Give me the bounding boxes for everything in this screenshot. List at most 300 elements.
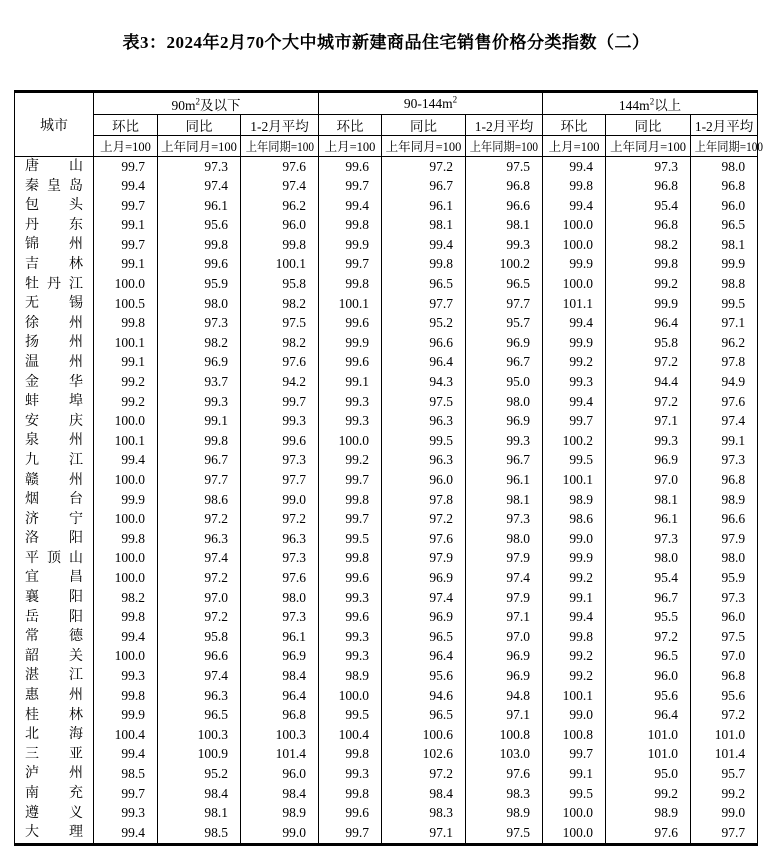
value-cell: 97.7 [466,294,543,314]
value-cell: 94.2 [241,373,319,393]
value-cell: 99.4 [94,451,158,471]
value-cell: 99.0 [543,706,606,726]
value-cell: 96.5 [606,647,691,667]
value-cell: 97.1 [466,608,543,628]
value-cell: 98.2 [241,294,319,314]
table-row [15,666,758,686]
value-cell: 100.6 [382,725,466,745]
table-row [15,608,758,628]
value-cell: 96.3 [158,686,241,706]
value-cell: 96.5 [158,706,241,726]
value-cell: 98.9 [319,666,382,686]
value-cell: 97.5 [382,392,466,412]
value-cell: 99.3 [319,627,382,647]
city-cell [15,471,94,491]
value-cell: 99.8 [319,275,382,295]
city-name: 牡丹江 [25,276,83,292]
value-cell: 95.7 [466,314,543,334]
value-cell: 94.4 [606,373,691,393]
city-cell [15,314,94,334]
city-cell [15,764,94,784]
value-cell: 100.0 [543,235,606,255]
value-cell: 99.3 [606,431,691,451]
city-name: 南充 [25,786,83,801]
value-cell: 97.2 [606,353,691,373]
value-cell: 98.3 [466,784,543,804]
value-cell: 99.4 [94,177,158,197]
city-cell [15,392,94,412]
value-cell: 97.4 [158,666,241,686]
value-cell: 100.1 [543,471,606,491]
city-name: 蚌埠 [25,394,83,410]
value-cell: 96.7 [158,451,241,471]
city-name: 徐州 [25,315,83,331]
value-cell: 100.0 [94,275,158,295]
city-name: 大理 [25,825,83,841]
value-cell: 99.2 [543,568,606,588]
value-cell: 99.5 [543,451,606,471]
superscript-2: 2 [195,96,201,106]
value-cell: 99.2 [543,647,606,667]
value-cell: 99.4 [543,314,606,334]
city-name: 烟台 [25,492,83,508]
value-cell: 99.3 [466,431,543,451]
table-row [15,706,758,726]
city-name: 湛江 [25,668,83,684]
value-cell: 99.5 [691,294,758,314]
value-cell: 97.4 [691,412,758,432]
table-row [15,333,758,353]
value-cell: 99.7 [94,784,158,804]
value-cell: 97.5 [691,627,758,647]
value-cell: 96.8 [241,706,319,726]
value-cell: 99.8 [319,784,382,804]
base-header-same-period-last-year: 上年同期=100 [241,136,319,157]
value-cell: 99.1 [543,588,606,608]
value-cell: 99.7 [94,196,158,216]
value-cell: 100.5 [94,294,158,314]
value-cell: 96.7 [606,588,691,608]
value-cell: 101.4 [241,745,319,765]
value-cell: 97.3 [158,314,241,334]
value-cell: 99.1 [319,373,382,393]
value-cell: 97.3 [241,549,319,569]
value-cell: 97.9 [382,549,466,569]
column-group-144-above: $144m^2$以上 [543,92,758,115]
value-cell: 97.6 [466,764,543,784]
value-cell: 100.2 [466,255,543,275]
table-row [15,490,758,510]
table-row [15,725,758,745]
city-name: 遵义 [25,805,83,821]
value-cell: 97.4 [158,549,241,569]
column-header-mom: 环比 [94,115,158,136]
city-name: 扬州 [25,335,83,351]
value-cell: 96.0 [241,216,319,236]
value-cell: 96.5 [382,275,466,295]
table-row [15,451,758,471]
value-cell: 96.9 [606,451,691,471]
value-cell: 99.0 [241,490,319,510]
city-cell [15,294,94,314]
table-row [15,627,758,647]
city-cell [15,431,94,451]
city-name: 平顶山 [25,550,83,566]
city-cell [15,490,94,510]
table-row [15,275,758,295]
column-header-avg: 1-2月平均 [691,115,758,136]
column-header-yoy: 同比 [382,115,466,136]
base-header-same-month-last-year: 上年同月=100 [606,136,691,157]
value-cell: 96.3 [382,451,466,471]
value-cell: 97.4 [241,177,319,197]
value-cell: 99.6 [319,314,382,334]
value-cell: 99.6 [241,431,319,451]
city-cell [15,745,94,765]
value-cell: 95.8 [241,275,319,295]
value-cell: 99.7 [319,823,382,844]
value-cell: 96.0 [382,471,466,491]
table-row [15,784,758,804]
value-cell: 96.0 [691,196,758,216]
value-cell: 100.2 [543,431,606,451]
city-cell [15,196,94,216]
table-row [15,177,758,197]
value-cell: 97.2 [382,764,466,784]
column-header-mom: 环比 [319,115,382,136]
value-cell: 101.0 [606,725,691,745]
city-cell [15,608,94,628]
city-cell [15,706,94,726]
table-row [15,588,758,608]
value-cell: 97.7 [241,471,319,491]
value-cell: 99.5 [319,706,382,726]
city-cell [15,784,94,804]
value-cell: 99.9 [606,294,691,314]
city-cell [15,686,94,706]
value-cell: 96.1 [606,510,691,530]
value-cell: 97.1 [606,412,691,432]
value-cell: 99.7 [319,255,382,275]
value-cell: 95.9 [158,275,241,295]
city-cell [15,647,94,667]
value-cell: 96.0 [691,608,758,628]
value-cell: 97.1 [691,314,758,334]
value-cell: 99.6 [158,255,241,275]
value-cell: 100.0 [319,431,382,451]
value-cell: 98.9 [543,490,606,510]
value-cell: 97.3 [606,529,691,549]
value-cell: 95.8 [606,333,691,353]
superscript-2: 2 [452,94,458,104]
city-cell [15,451,94,471]
value-cell: 98.5 [158,823,241,844]
value-cell: 99.9 [543,333,606,353]
value-cell: 97.4 [382,588,466,608]
value-cell: 100.0 [94,471,158,491]
table-row [15,804,758,824]
city-cell [15,666,94,686]
value-cell: 94.8 [466,686,543,706]
city-name: 韶关 [25,648,83,664]
table-row [15,255,758,275]
city-header-label: 城市 [40,118,68,134]
value-cell: 100.0 [319,686,382,706]
value-cell: 96.8 [691,177,758,197]
value-cell: 99.1 [158,412,241,432]
city-cell [15,823,94,844]
value-cell: 100.0 [543,823,606,844]
value-cell: 99.4 [543,196,606,216]
value-cell: 97.6 [382,529,466,549]
value-cell: 97.2 [158,608,241,628]
city-cell [15,333,94,353]
value-cell: 98.0 [241,588,319,608]
table-body [15,157,758,845]
value-cell: 98.9 [466,804,543,824]
value-cell: 99.9 [94,706,158,726]
value-cell: 99.0 [691,804,758,824]
value-cell: 95.8 [158,627,241,647]
value-cell: 97.6 [241,353,319,373]
table-header [15,92,764,157]
value-cell: 97.3 [466,510,543,530]
value-cell: 97.2 [158,510,241,530]
value-cell: 99.1 [543,764,606,784]
table-row [15,392,758,412]
value-cell: 99.5 [319,529,382,549]
value-cell: 99.8 [319,490,382,510]
value-cell: 97.3 [241,608,319,628]
value-cell: 99.7 [319,510,382,530]
value-cell: 99.8 [158,235,241,255]
value-cell: 97.2 [382,157,466,177]
value-cell: 99.4 [94,823,158,844]
value-cell: 97.3 [691,588,758,608]
value-cell: 101.1 [543,294,606,314]
value-cell: 95.6 [606,686,691,706]
value-cell: 98.1 [382,216,466,236]
value-cell: 97.6 [606,823,691,844]
value-cell: 98.6 [158,490,241,510]
value-cell: 97.2 [606,627,691,647]
value-cell: 96.2 [691,333,758,353]
value-cell: 96.4 [241,686,319,706]
value-cell: 99.8 [319,549,382,569]
value-cell: 99.8 [606,255,691,275]
value-cell: 99.4 [543,608,606,628]
value-cell: 97.1 [466,706,543,726]
value-cell: 100.8 [466,725,543,745]
value-cell: 99.6 [319,568,382,588]
city-cell [15,255,94,275]
value-cell: 97.2 [241,510,319,530]
value-cell: 100.1 [241,255,319,275]
value-cell: 99.8 [94,529,158,549]
city-cell [15,627,94,647]
city-name: 常德 [25,629,83,645]
city-name: 无锡 [25,296,83,312]
value-cell: 96.5 [691,216,758,236]
value-cell: 95.4 [606,568,691,588]
city-name: 泉州 [25,433,83,449]
value-cell: 96.3 [241,529,319,549]
table-row [15,647,758,667]
value-cell: 97.6 [691,392,758,412]
table-row [15,373,758,393]
value-cell: 99.3 [319,392,382,412]
value-cell: 97.6 [241,568,319,588]
value-cell: 98.0 [466,392,543,412]
city-name: 赣州 [25,472,83,488]
value-cell: 96.9 [466,333,543,353]
value-cell: 96.8 [466,177,543,197]
value-cell: 97.9 [466,549,543,569]
value-cell: 96.3 [158,529,241,549]
value-cell: 99.7 [241,392,319,412]
base-header-prev-month: 上月=100 [543,136,606,157]
value-cell: 99.3 [241,412,319,432]
value-cell: 97.7 [382,294,466,314]
value-cell: 97.3 [606,157,691,177]
base-header-same-month-last-year: 上年同月=100 [382,136,466,157]
value-cell: 101.0 [606,745,691,765]
value-cell: 99.8 [543,627,606,647]
value-cell: 98.8 [691,275,758,295]
value-cell: 99.3 [158,392,241,412]
value-cell: 96.0 [241,764,319,784]
value-cell: 96.5 [466,275,543,295]
value-cell: 99.0 [543,529,606,549]
value-cell: 97.3 [691,451,758,471]
city-name: 包头 [25,198,83,214]
city-cell [15,549,94,569]
value-cell: 99.6 [319,353,382,373]
value-cell: 97.0 [466,627,543,647]
value-cell: 99.3 [466,235,543,255]
city-name: 吉林 [25,256,83,272]
value-cell: 95.6 [158,216,241,236]
value-cell: 99.2 [543,666,606,686]
value-cell: 102.6 [382,745,466,765]
value-cell: 96.8 [606,216,691,236]
value-cell: 101.0 [691,725,758,745]
value-cell: 96.1 [382,196,466,216]
city-name: 北海 [25,727,83,743]
value-cell: 97.5 [466,823,543,844]
value-cell: 97.1 [382,823,466,844]
value-cell: 96.2 [241,196,319,216]
value-cell: 100.0 [94,510,158,530]
value-cell: 99.3 [319,764,382,784]
value-cell: 98.0 [466,529,543,549]
value-cell: 97.4 [158,177,241,197]
value-cell: 96.9 [466,666,543,686]
value-cell: 100.4 [94,725,158,745]
value-cell: 99.8 [382,255,466,275]
city-cell [15,157,94,177]
value-cell: 96.8 [691,666,758,686]
value-cell: 96.9 [466,647,543,667]
value-cell: 95.2 [382,314,466,334]
header-metric-row [15,115,758,136]
value-cell: 98.4 [241,784,319,804]
value-cell: 98.6 [543,510,606,530]
city-name: 温州 [25,354,83,370]
city-name: 济宁 [25,511,83,527]
value-cell: 100.0 [94,549,158,569]
value-cell: 97.3 [241,451,319,471]
city-name: 丹东 [25,217,83,233]
value-cell: 95.6 [691,686,758,706]
value-cell: 94.6 [382,686,466,706]
value-cell: 99.6 [319,608,382,628]
value-cell: 100.0 [94,568,158,588]
value-cell: 99.4 [382,235,466,255]
value-cell: 103.0 [466,745,543,765]
base-header-same-month-last-year: 上年同月=100 [158,136,241,157]
value-cell: 100.1 [319,294,382,314]
column-header-avg: 1-2月平均 [466,115,543,136]
base-header-same-period-last-year: 上年同期=100 [466,136,543,157]
city-cell [15,235,94,255]
table-row [15,823,758,844]
value-cell: 99.0 [241,823,319,844]
value-cell: 99.9 [543,255,606,275]
city-name: 唐山 [25,159,83,174]
value-cell: 96.4 [606,706,691,726]
value-cell: 97.2 [158,568,241,588]
city-name: 岳阳 [25,609,83,625]
table-row [15,745,758,765]
value-cell: 99.9 [319,235,382,255]
value-cell: 97.5 [241,314,319,334]
value-cell: 98.9 [691,490,758,510]
column-header-mom: 环比 [543,115,606,136]
value-cell: 100.0 [94,412,158,432]
value-cell: 99.7 [543,412,606,432]
value-cell: 99.3 [94,804,158,824]
value-cell: 99.3 [94,666,158,686]
value-cell: 97.6 [241,157,319,177]
value-cell: 99.8 [94,608,158,628]
column-header-yoy: 同比 [606,115,691,136]
city-name: 襄阳 [25,590,83,606]
value-cell: 97.9 [466,588,543,608]
price-index-table [14,90,764,846]
value-cell: 97.3 [158,157,241,177]
header-group-row [15,92,758,115]
value-cell: 99.2 [94,392,158,412]
city-cell [15,510,94,530]
city-name: 洛阳 [25,531,83,547]
value-cell: 99.7 [94,235,158,255]
value-cell: 99.9 [94,490,158,510]
value-cell: 97.9 [691,529,758,549]
value-cell: 100.1 [543,686,606,706]
value-cell: 97.7 [158,471,241,491]
value-cell: 100.0 [94,647,158,667]
value-cell: 99.2 [606,275,691,295]
table-row [15,764,758,784]
city-cell [15,216,94,236]
value-cell: 99.4 [319,196,382,216]
value-cell: 98.4 [241,666,319,686]
column-header-yoy: 同比 [158,115,241,136]
value-cell: 99.8 [158,431,241,451]
city-cell [15,529,94,549]
value-cell: 98.9 [606,804,691,824]
